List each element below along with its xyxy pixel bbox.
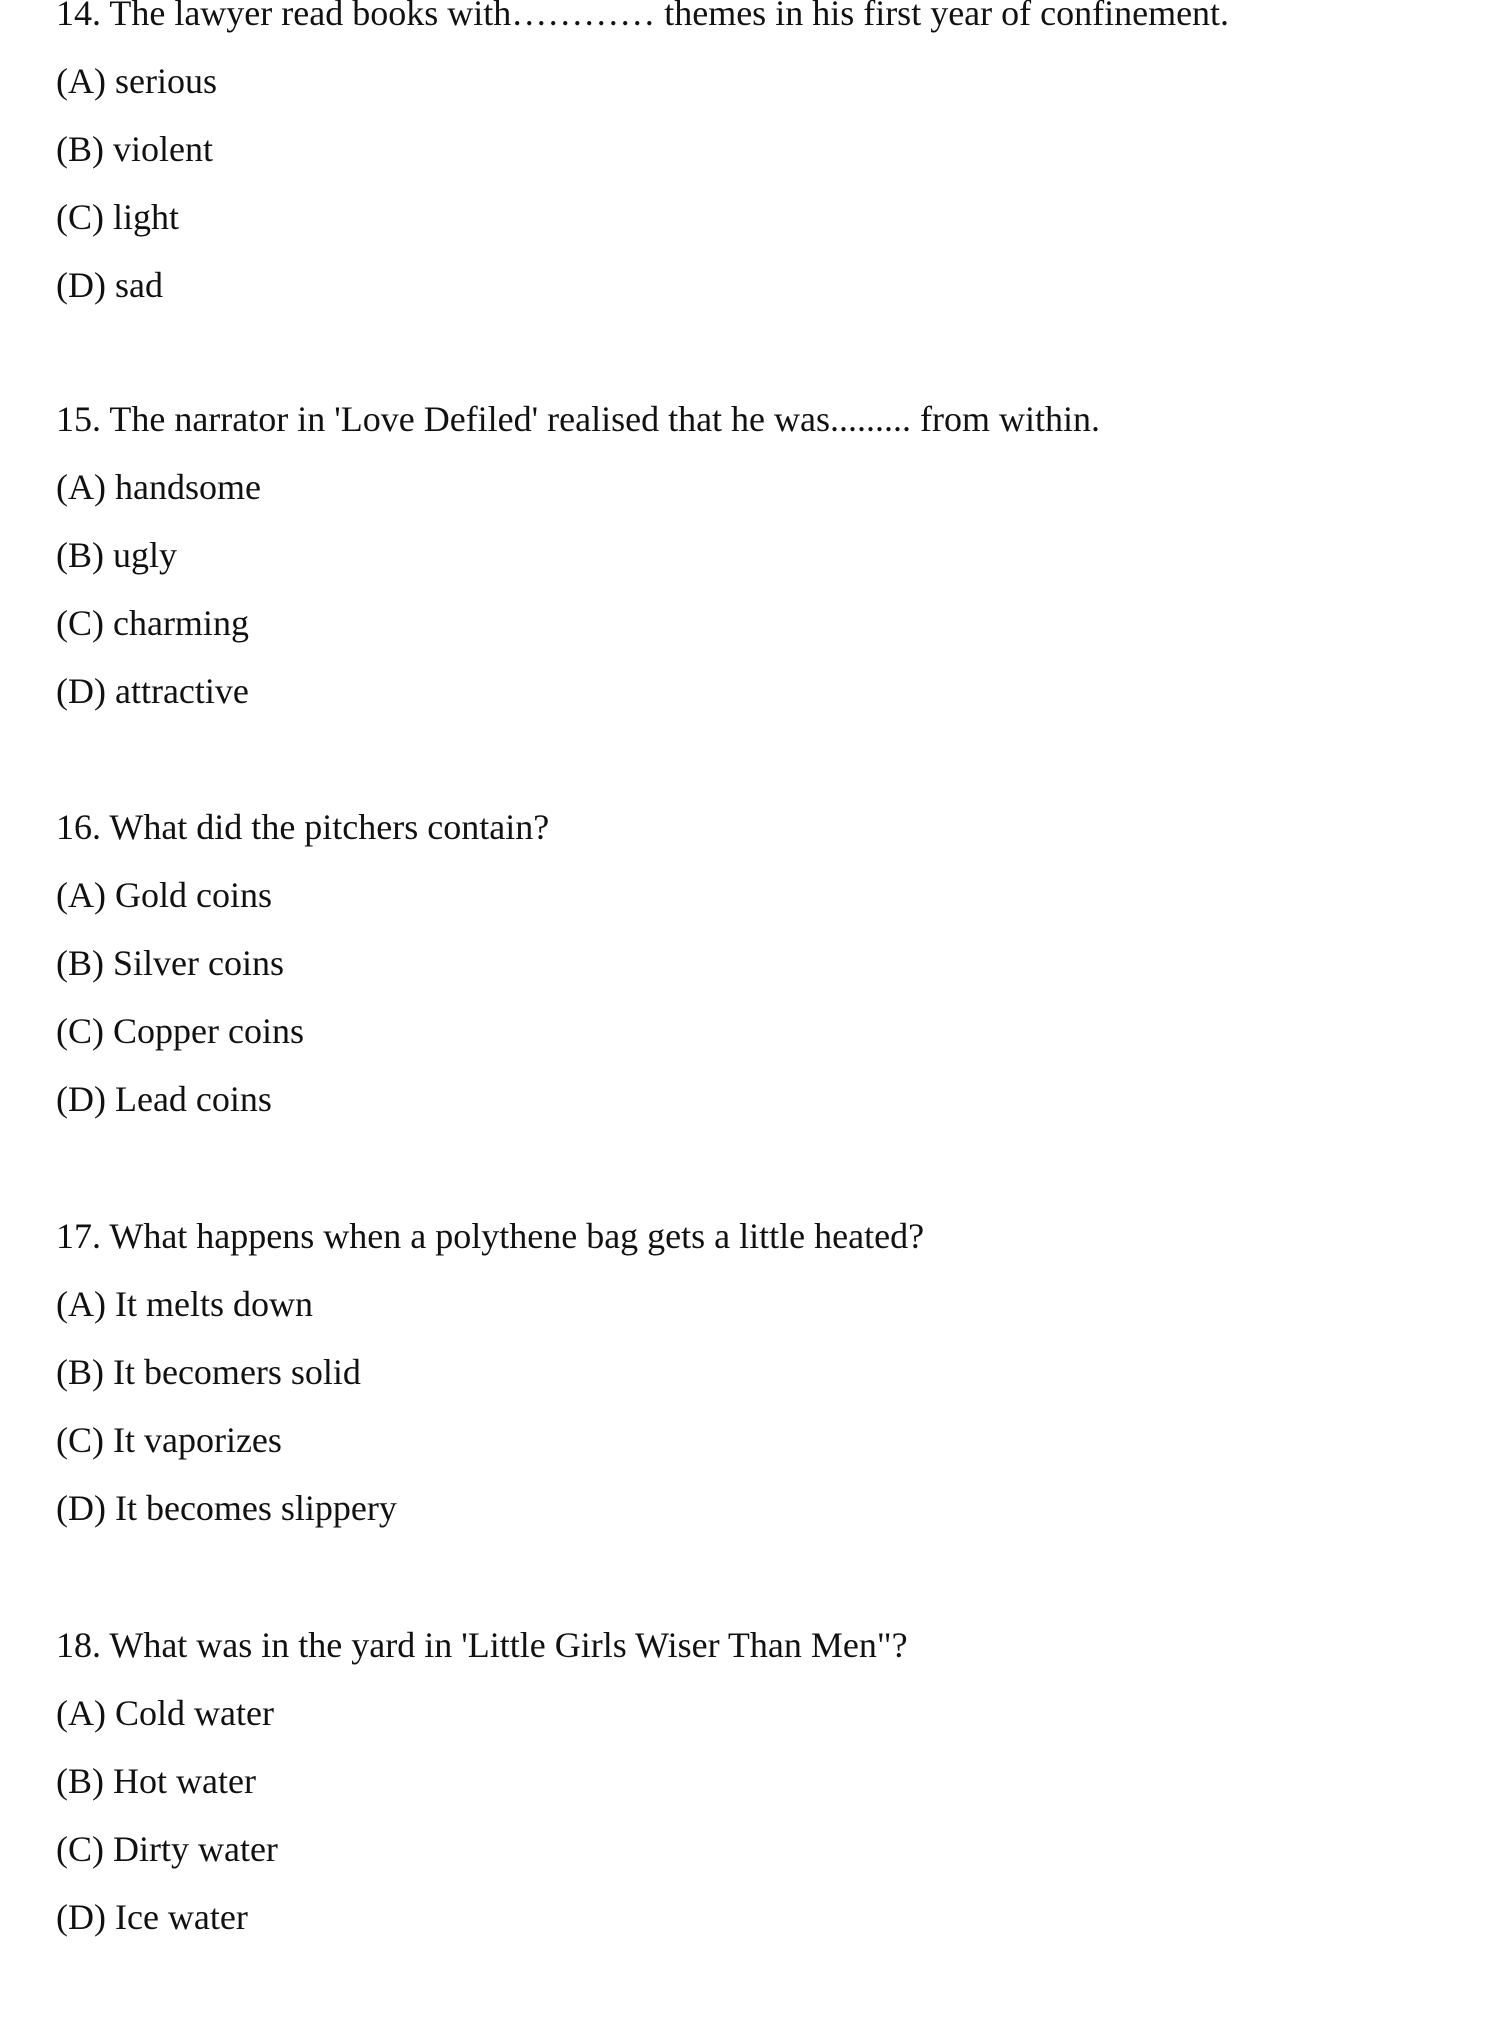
answer-option: (A) Cold water — [56, 1693, 274, 1733]
question-text: 15. The narrator in 'Love Defiled' realised that he was......... from within. — [56, 399, 1100, 439]
answer-option: (B) Hot water — [56, 1761, 256, 1801]
answer-option: (D) attractive — [56, 671, 249, 711]
question-text: 17. What happens when a polythene bag gets a little heated? — [56, 1216, 925, 1256]
answer-option: (B) Silver coins — [56, 943, 284, 983]
question-block — [56, 1202, 1476, 1542]
answer-option: (A) Gold coins — [56, 875, 272, 915]
answer-option: (A) It melts down — [56, 1284, 313, 1324]
answer-option: (D) Lead coins — [56, 1079, 272, 1119]
question-block — [56, 793, 1476, 1133]
answer-option: (D) sad — [56, 265, 163, 305]
answer-option: (C) charming — [56, 603, 249, 643]
question-text: 16. What did the pitchers contain? — [56, 807, 550, 847]
answer-option: (B) violent — [56, 129, 213, 169]
question-text: 18. What was in the yard in 'Little Girls Wiser Than Men"? — [56, 1625, 908, 1665]
answer-option: (C) light — [56, 197, 179, 237]
answer-option: (B) It becomers solid — [56, 1352, 361, 1392]
question-block — [56, 385, 1476, 725]
question-text: 14. The lawyer read books with………… themes in his first year of confinement. — [56, 0, 1230, 33]
answer-option: (D) It becomes slippery — [56, 1488, 397, 1528]
answer-option: (D) Ice water — [56, 1897, 248, 1937]
question-block — [56, 0, 1476, 319]
answer-option: (C) Dirty water — [56, 1829, 278, 1869]
question-block — [56, 1611, 1476, 1951]
answer-option: (B) ugly — [56, 535, 177, 575]
answer-option: (C) Copper coins — [56, 1011, 304, 1051]
answer-option: (A) handsome — [56, 467, 261, 507]
answer-option: (C) It vaporizes — [56, 1420, 282, 1460]
answer-option: (A) serious — [56, 61, 217, 101]
